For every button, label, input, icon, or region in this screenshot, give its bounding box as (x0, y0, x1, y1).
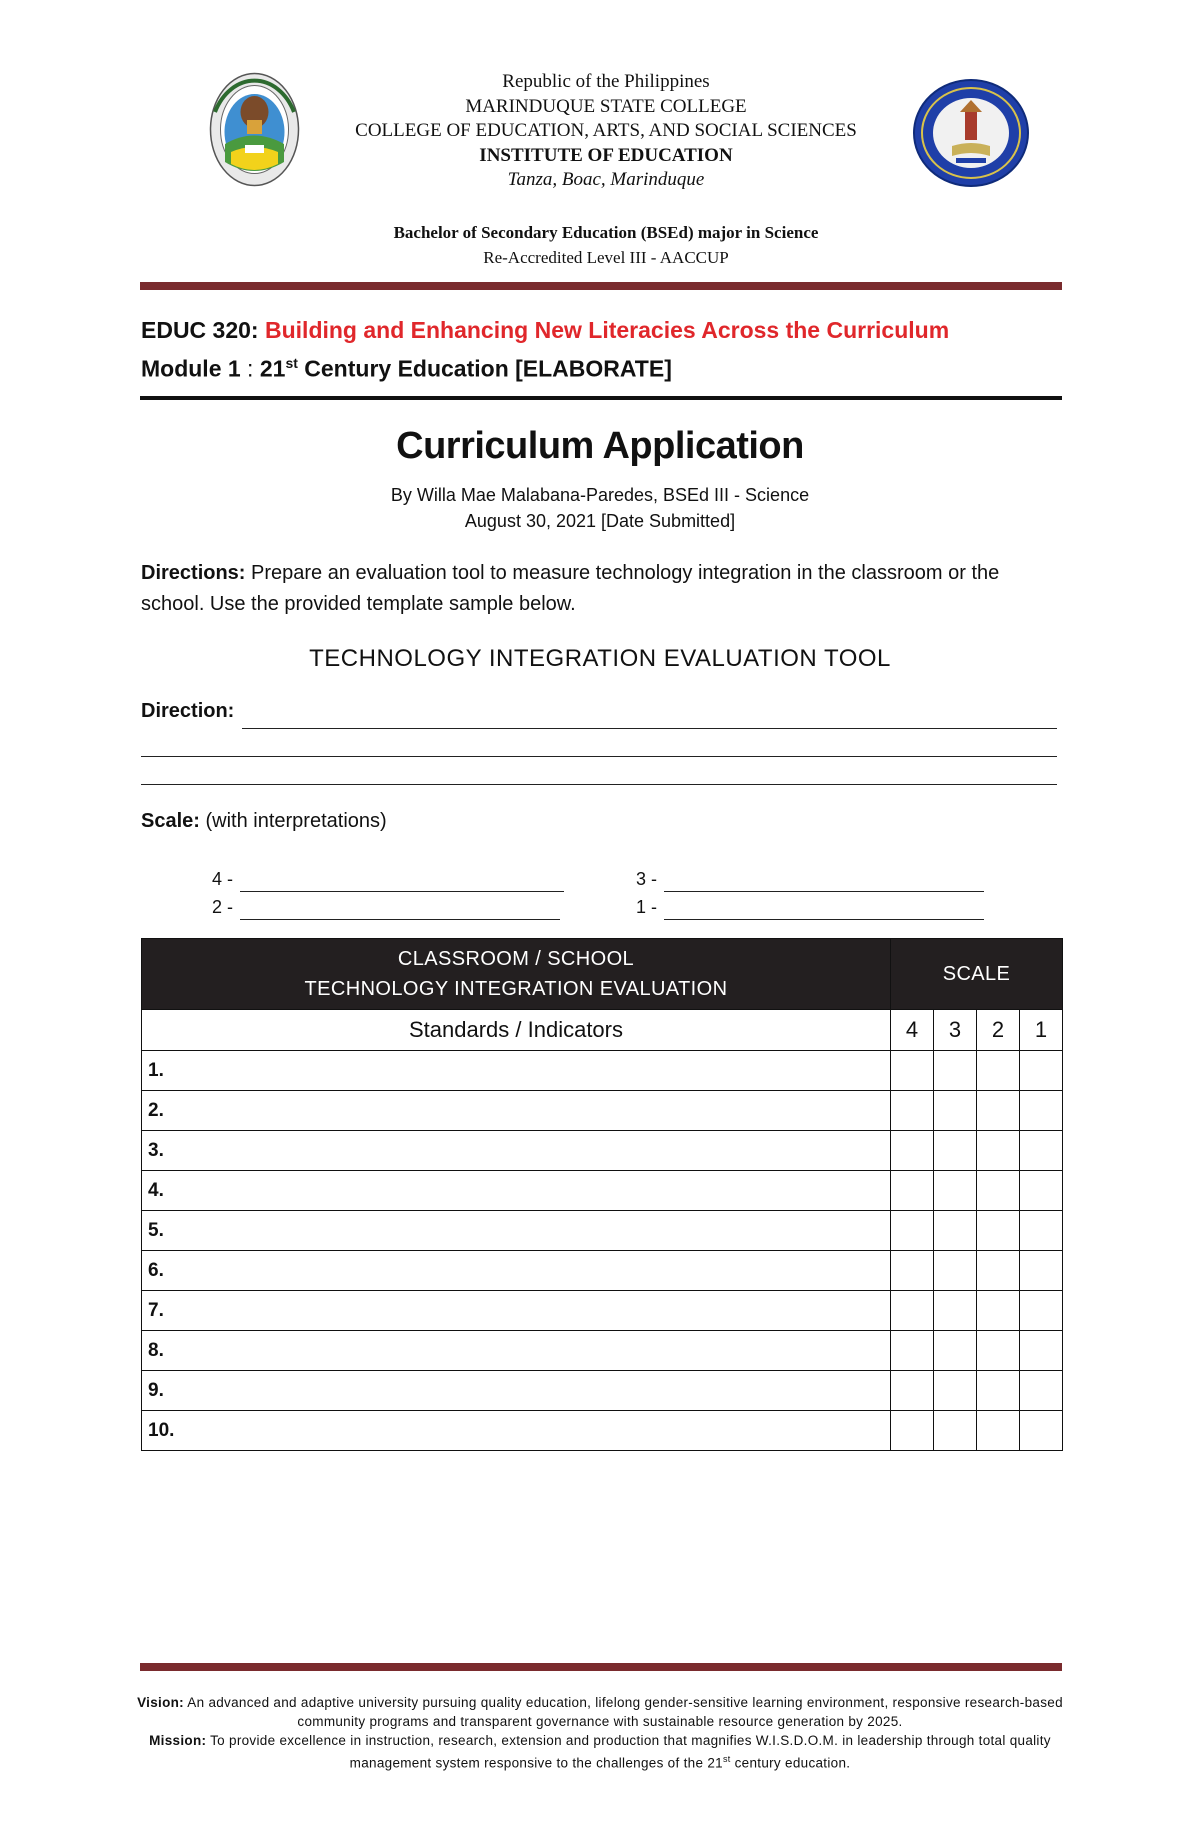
direction-label: Direction: (141, 700, 235, 722)
scale-col-1: 1 (1020, 1010, 1063, 1051)
rating-cell[interactable] (1020, 1331, 1063, 1371)
rating-cell[interactable] (934, 1331, 977, 1371)
direction-blank-line-1 (242, 728, 1057, 729)
scale-label-bold: Scale: (141, 810, 200, 832)
direction-blank-line-2 (141, 756, 1057, 757)
rating-cell[interactable] (1020, 1051, 1063, 1091)
rating-cell[interactable] (1020, 1371, 1063, 1411)
program-name: Bachelor of Secondary Education (BSEd) major in Science (393, 223, 819, 242)
rating-cell[interactable] (1020, 1291, 1063, 1331)
rating-cell[interactable] (934, 1131, 977, 1171)
table-row (142, 1051, 1063, 1091)
rating-cell[interactable] (891, 1291, 934, 1331)
module-label: Module 1 (141, 355, 241, 382)
institution-header (300, 70, 912, 193)
rating-cell[interactable] (934, 1171, 977, 1211)
rating-cell[interactable] (977, 1211, 1020, 1251)
rating-cell[interactable] (1020, 1251, 1063, 1291)
indicator-cell[interactable]: 4. (142, 1171, 891, 1211)
table-row (142, 1091, 1063, 1131)
program-info (300, 220, 912, 270)
table-main-header (142, 939, 891, 1010)
rating-cell[interactable] (934, 1251, 977, 1291)
table-header-row (142, 939, 1063, 1010)
scale-col-4: 4 (891, 1010, 934, 1051)
course-divider (140, 396, 1062, 400)
scale-item-3: 3 - (636, 869, 658, 889)
rating-cell[interactable] (1020, 1411, 1063, 1451)
table-row (142, 1131, 1063, 1171)
rating-cell[interactable] (934, 1211, 977, 1251)
table-header-line-1: CLASSROOM / SCHOOL (397, 948, 635, 970)
indicator-cell[interactable]: 9. (142, 1371, 891, 1411)
rating-cell[interactable] (934, 1371, 977, 1411)
rating-cell[interactable] (977, 1291, 1020, 1331)
footer-vision-mission (120, 1693, 1080, 1773)
rating-cell[interactable] (891, 1211, 934, 1251)
table-row (142, 1371, 1063, 1411)
rating-cell[interactable] (934, 1411, 977, 1451)
mission-text: To provide excellence in instruction, research, extension and production that magnifies W.I.S.D.O.M. in leadership through total quality management system responsive to the challenges of the 21 (206, 1733, 1051, 1771)
scale-col-3: 3 (934, 1010, 977, 1051)
scale-col-2: 2 (977, 1010, 1020, 1051)
course-title (141, 313, 1061, 347)
table-scale-header: SCALE (891, 939, 1063, 1010)
mission-superscript: st (722, 1754, 731, 1764)
rating-cell[interactable] (1020, 1091, 1063, 1131)
header-republic: Republic of the Philippines (502, 71, 710, 92)
rating-cell[interactable] (1020, 1131, 1063, 1171)
indicator-cell[interactable]: 8. (142, 1331, 891, 1371)
indicators-header: Standards / Indicators (142, 1010, 891, 1051)
mission-end: century education. (730, 1755, 851, 1771)
document-title: Curriculum Application (396, 425, 804, 467)
tool-title: TECHNOLOGY INTEGRATION EVALUATION TOOL (309, 645, 891, 672)
scale-blank-1 (664, 919, 984, 920)
rating-cell[interactable] (891, 1131, 934, 1171)
rating-cell[interactable] (977, 1411, 1020, 1451)
indicator-cell[interactable]: 5. (142, 1211, 891, 1251)
table-header-line-2: TECHNOLOGY INTEGRATION EVALUATION (304, 978, 728, 1000)
directions-paragraph (141, 558, 1063, 620)
vision-label: Vision: (137, 1695, 184, 1710)
indicator-cell[interactable]: 1. (142, 1051, 891, 1091)
table-row (142, 1331, 1063, 1371)
vision-text: An advanced and adaptive university pursuing quality education, lifelong gender-sensitive learning environment, responsive research-based community programs and transparent governance with sustainable resource generation by 2025. (183, 1695, 1063, 1729)
table-subheader-row (142, 1010, 1063, 1051)
module-separator: : (240, 355, 260, 382)
mission-statement (120, 1731, 1080, 1773)
header-college-department: COLLEGE OF EDUCATION, ARTS, AND SOCIAL SCIENCES (355, 120, 857, 141)
table-body (142, 1051, 1063, 1451)
rating-cell[interactable] (891, 1171, 934, 1211)
footer-divider (140, 1663, 1062, 1671)
author-line: By Willa Mae Malabana-Paredes, BSEd III - Science (390, 485, 810, 505)
rating-cell[interactable] (1020, 1171, 1063, 1211)
rating-cell[interactable] (891, 1331, 934, 1371)
rating-cell[interactable] (1020, 1211, 1063, 1251)
header-institute: INSTITUTE OF EDUCATION (479, 144, 733, 166)
institute-of-education-seal-icon (912, 78, 1030, 188)
directions-text: Prepare an evaluation tool to measure technology integration in the classroom or the school. Use the provided template sample below. (141, 562, 1000, 615)
indicator-cell[interactable]: 3. (142, 1131, 891, 1171)
scale-blank-3 (664, 891, 984, 892)
scale-label (141, 810, 387, 833)
vision-statement (120, 1693, 1080, 1731)
scale-item-2: 2 - (212, 897, 234, 917)
header-college: MARINDUQUE STATE COLLEGE (465, 95, 747, 117)
scale-item-4: 4 - (212, 869, 234, 889)
rating-cell[interactable] (891, 1251, 934, 1291)
indicator-cell[interactable]: 6. (142, 1251, 891, 1291)
scale-blank-2 (240, 919, 560, 920)
mission-label: Mission: (149, 1733, 207, 1748)
table-row (142, 1291, 1063, 1331)
rating-cell[interactable] (934, 1051, 977, 1091)
rating-cell[interactable] (934, 1291, 977, 1331)
rating-cell[interactable] (977, 1171, 1020, 1211)
course-name: Building and Enhancing New Literacies Across the Curriculum (265, 317, 950, 343)
module-number: 21 (259, 355, 286, 382)
rating-cell[interactable] (891, 1091, 934, 1131)
scale-item-1: 1 - (636, 897, 658, 917)
direction-blank-line-3 (141, 784, 1057, 785)
accreditation: Re-Accredited Level III - AACCUP (483, 248, 729, 267)
rating-cell[interactable] (977, 1051, 1020, 1091)
scale-note: (with interpretations) (199, 810, 387, 832)
rating-cell[interactable] (934, 1091, 977, 1131)
course-code: EDUC 320: (141, 317, 259, 343)
table-row (142, 1171, 1063, 1211)
rating-cell[interactable] (977, 1251, 1020, 1291)
table-row (142, 1251, 1063, 1291)
table-row (142, 1411, 1063, 1451)
rating-cell[interactable] (891, 1051, 934, 1091)
module-superscript: st (285, 355, 298, 371)
table-row (142, 1211, 1063, 1251)
indicator-cell[interactable]: 2. (142, 1091, 891, 1131)
marinduque-state-college-seal-icon (209, 72, 300, 187)
rating-cell[interactable] (891, 1411, 934, 1451)
scale-blank-4 (240, 891, 564, 892)
rating-cell[interactable] (977, 1131, 1020, 1171)
header-address: Tanza, Boac, Marinduque (507, 169, 705, 190)
rating-cell[interactable] (977, 1091, 1020, 1131)
directions-label: Directions: (141, 562, 246, 584)
rating-cell[interactable] (977, 1371, 1020, 1411)
module-title (141, 346, 1061, 386)
rating-cell[interactable] (891, 1371, 934, 1411)
indicator-cell[interactable]: 7. (142, 1291, 891, 1331)
indicator-cell[interactable]: 10. (142, 1411, 891, 1451)
document-byline (0, 482, 1200, 534)
date-submitted: August 30, 2021 [Date Submitted] (464, 511, 736, 531)
header-divider (140, 282, 1062, 290)
rating-cell[interactable] (977, 1331, 1020, 1371)
module-name: Century Education [ELABORATE] (297, 355, 672, 382)
evaluation-table (141, 938, 1063, 1451)
